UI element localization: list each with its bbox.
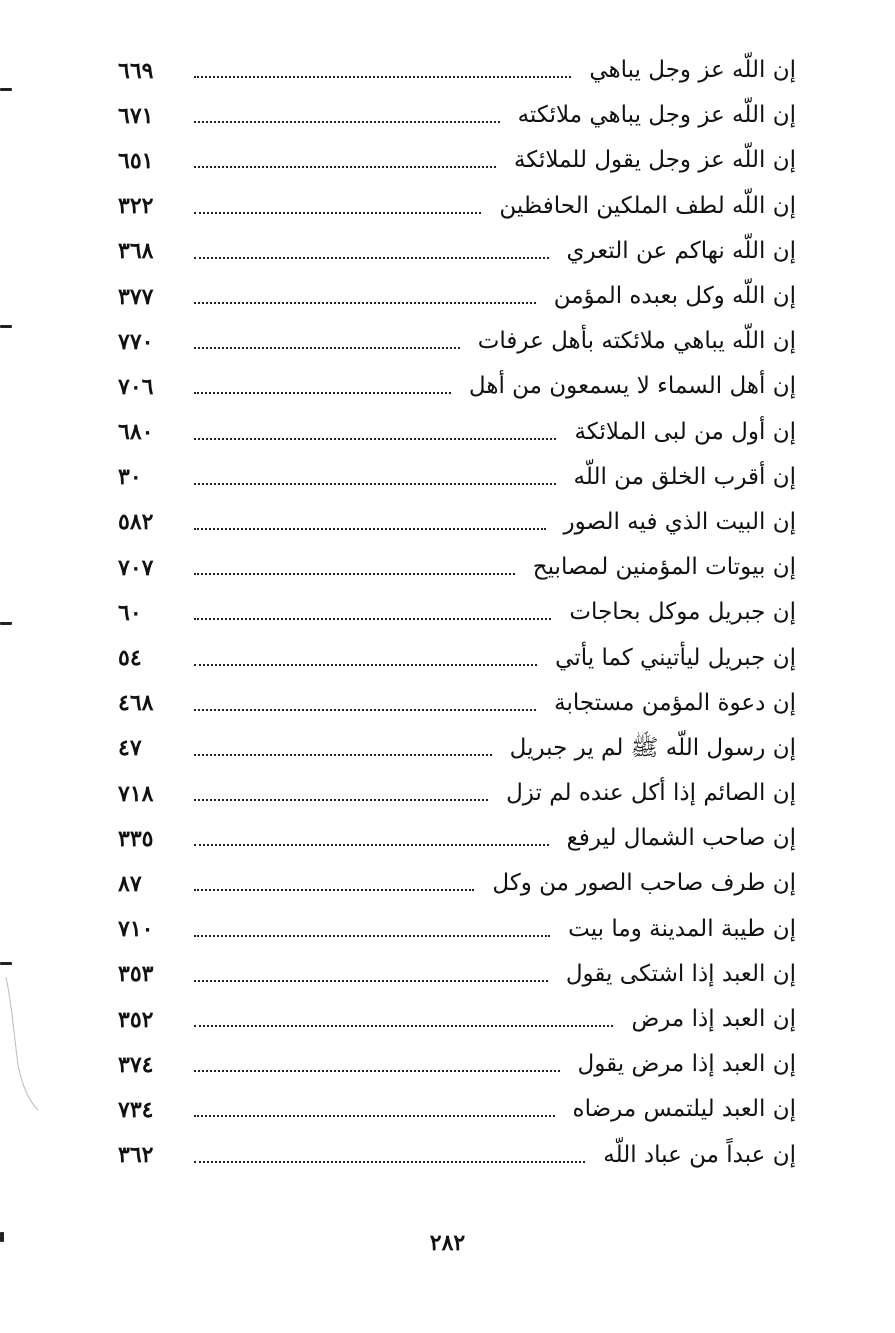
dot-leader bbox=[194, 843, 549, 846]
index-entry bbox=[118, 1133, 796, 1178]
entry-title: إن بيوتات المؤمنين لمصابيح bbox=[532, 554, 796, 581]
entry-page-number: ٧٧٠ bbox=[118, 328, 154, 355]
index-entry bbox=[118, 319, 796, 364]
entry-title: إن أهل السماء لا يسمعون من أهل bbox=[468, 373, 796, 400]
entry-title: إن صاحب الشمال ليرفع bbox=[566, 825, 796, 852]
entry-page-number: ٣٣٥ bbox=[118, 825, 154, 852]
dot-leader bbox=[194, 391, 451, 394]
index-entry bbox=[118, 274, 796, 319]
dot-leader bbox=[194, 527, 546, 530]
dot-leader bbox=[194, 934, 550, 937]
entry-page-number: ٣٠ bbox=[118, 464, 142, 491]
margin-mark bbox=[0, 325, 12, 328]
dot-leader bbox=[194, 482, 556, 485]
page-number: ٢٨٢ bbox=[429, 1230, 466, 1256]
entry-title: إن الصائم إذا أكل عنده لم تزل bbox=[506, 780, 796, 807]
dot-leader bbox=[194, 617, 551, 620]
index-list bbox=[118, 48, 796, 1178]
entry-page-number: ٦٥١ bbox=[118, 147, 154, 174]
entry-page-number: ٣٢٢ bbox=[118, 193, 154, 220]
index-entry bbox=[118, 545, 796, 590]
index-entry bbox=[118, 635, 796, 680]
index-entry bbox=[118, 184, 796, 229]
dot-leader bbox=[194, 75, 571, 78]
entry-page-number: ٧١٨ bbox=[118, 780, 154, 807]
entry-page-number: ٦٠ bbox=[118, 599, 142, 626]
entry-page-number: ٦٧١ bbox=[118, 102, 154, 129]
entry-title: إن العبد إذا مرض يقول bbox=[577, 1051, 796, 1078]
dot-leader bbox=[194, 256, 549, 259]
entry-page-number: ٧٠٧ bbox=[118, 554, 154, 581]
entry-title: إن طرف صاحب الصور من وكل bbox=[492, 870, 796, 897]
dot-leader bbox=[194, 1160, 585, 1163]
entry-title: إن اللّه لطف الملكين الحافظين bbox=[499, 192, 796, 219]
index-entry bbox=[118, 816, 796, 861]
margin-mark bbox=[0, 962, 12, 965]
entry-title: إن أقرب الخلق من اللّه bbox=[573, 463, 796, 490]
entry-title: إن اللّه يباهي ملائكته بأهل عرفات bbox=[477, 328, 796, 355]
entry-title: إن العبد ليلتمس مرضاه bbox=[572, 1096, 796, 1123]
entry-page-number: ٣٥٢ bbox=[118, 1006, 154, 1033]
entry-title: إن البيت الذي فيه الصور bbox=[563, 508, 796, 535]
dot-leader bbox=[194, 708, 536, 711]
dot-leader bbox=[194, 346, 460, 349]
index-entry bbox=[118, 410, 796, 455]
dot-leader bbox=[194, 165, 496, 168]
dot-leader bbox=[194, 1069, 560, 1072]
dot-leader bbox=[194, 979, 548, 982]
entry-page-number: ٣٧٤ bbox=[118, 1051, 154, 1078]
index-entry bbox=[118, 997, 796, 1042]
entry-page-number: ٣٦٢ bbox=[118, 1142, 154, 1169]
entry-page-number: ٥٨٢ bbox=[118, 509, 154, 536]
entry-page-number: ٦٨٠ bbox=[118, 419, 154, 446]
index-entry bbox=[118, 93, 796, 138]
margin-mark bbox=[0, 1232, 4, 1242]
entry-title: إن اللّه عز وجل يباهي ملائكته bbox=[517, 102, 796, 129]
entry-page-number: ٣٧٧ bbox=[118, 283, 154, 310]
index-entry bbox=[118, 500, 796, 545]
dot-leader bbox=[194, 211, 481, 214]
entry-title: إن عبداً من عباد اللّه bbox=[603, 1141, 796, 1168]
index-entry bbox=[118, 771, 796, 816]
index-entry bbox=[118, 364, 796, 409]
dot-leader bbox=[194, 663, 537, 666]
margin-mark bbox=[0, 622, 12, 625]
index-entry bbox=[118, 726, 796, 771]
index-entry bbox=[118, 1042, 796, 1087]
dot-leader bbox=[194, 798, 488, 801]
entry-title: إن اللّه عز وجل يقول للملائكة bbox=[513, 147, 796, 174]
entry-page-number: ٤٧ bbox=[118, 735, 142, 762]
entry-title: إن اللّه وكل بعبده المؤمن bbox=[553, 283, 796, 310]
entry-page-number: ٣٥٣ bbox=[118, 961, 154, 988]
entry-title: إن اللّه نهاكم عن التعري bbox=[566, 237, 796, 264]
index-entry bbox=[118, 861, 796, 906]
index-entry bbox=[118, 229, 796, 274]
entry-title: إن جبريل ليأتيني كما يأتي bbox=[555, 644, 796, 671]
entry-title: إن العبد إذا اشتكى يقول bbox=[565, 960, 796, 987]
dot-leader bbox=[194, 120, 500, 123]
margin-mark bbox=[0, 88, 12, 91]
index-entry bbox=[118, 455, 796, 500]
index-entry bbox=[118, 48, 796, 93]
index-entry bbox=[118, 952, 796, 997]
entry-page-number: ٨٧ bbox=[118, 870, 142, 897]
index-entry bbox=[118, 1087, 796, 1132]
index-entry bbox=[118, 590, 796, 635]
dot-leader bbox=[194, 753, 492, 756]
entry-page-number: ٥٤ bbox=[118, 645, 142, 672]
entry-title: إن طيبة المدينة وما بيت bbox=[568, 915, 796, 942]
entry-page-number: ٧٠٦ bbox=[118, 373, 154, 400]
dot-leader bbox=[194, 1114, 555, 1117]
entry-page-number: ٧٣٤ bbox=[118, 1096, 154, 1123]
dot-leader bbox=[194, 888, 474, 891]
index-entry bbox=[118, 907, 796, 952]
entry-page-number: ٤٦٨ bbox=[118, 690, 154, 717]
index-entry bbox=[118, 138, 796, 183]
entry-title: إن أول من لبى الملائكة bbox=[574, 418, 796, 445]
entry-page-number: ٧١٠ bbox=[118, 916, 154, 943]
dot-leader bbox=[194, 301, 536, 304]
dot-leader bbox=[194, 1024, 613, 1027]
entry-page-number: ٣٦٨ bbox=[118, 238, 154, 265]
entry-page-number: ٦٦٩ bbox=[118, 57, 154, 84]
index-entry bbox=[118, 681, 796, 726]
dot-leader bbox=[194, 437, 556, 440]
entry-title: إن رسول اللّه ﷺ لم ير جبريل bbox=[509, 734, 796, 761]
entry-title: إن العبد إذا مرض bbox=[631, 1006, 796, 1033]
entry-title: إن اللّه عز وجل يباهي bbox=[589, 57, 796, 84]
dot-leader bbox=[194, 572, 515, 575]
margin-scratch-mark bbox=[4, 975, 44, 1115]
entry-title: إن دعوة المؤمن مستجابة bbox=[554, 689, 796, 716]
entry-title: إن جبريل موكل بحاجات bbox=[569, 599, 796, 626]
